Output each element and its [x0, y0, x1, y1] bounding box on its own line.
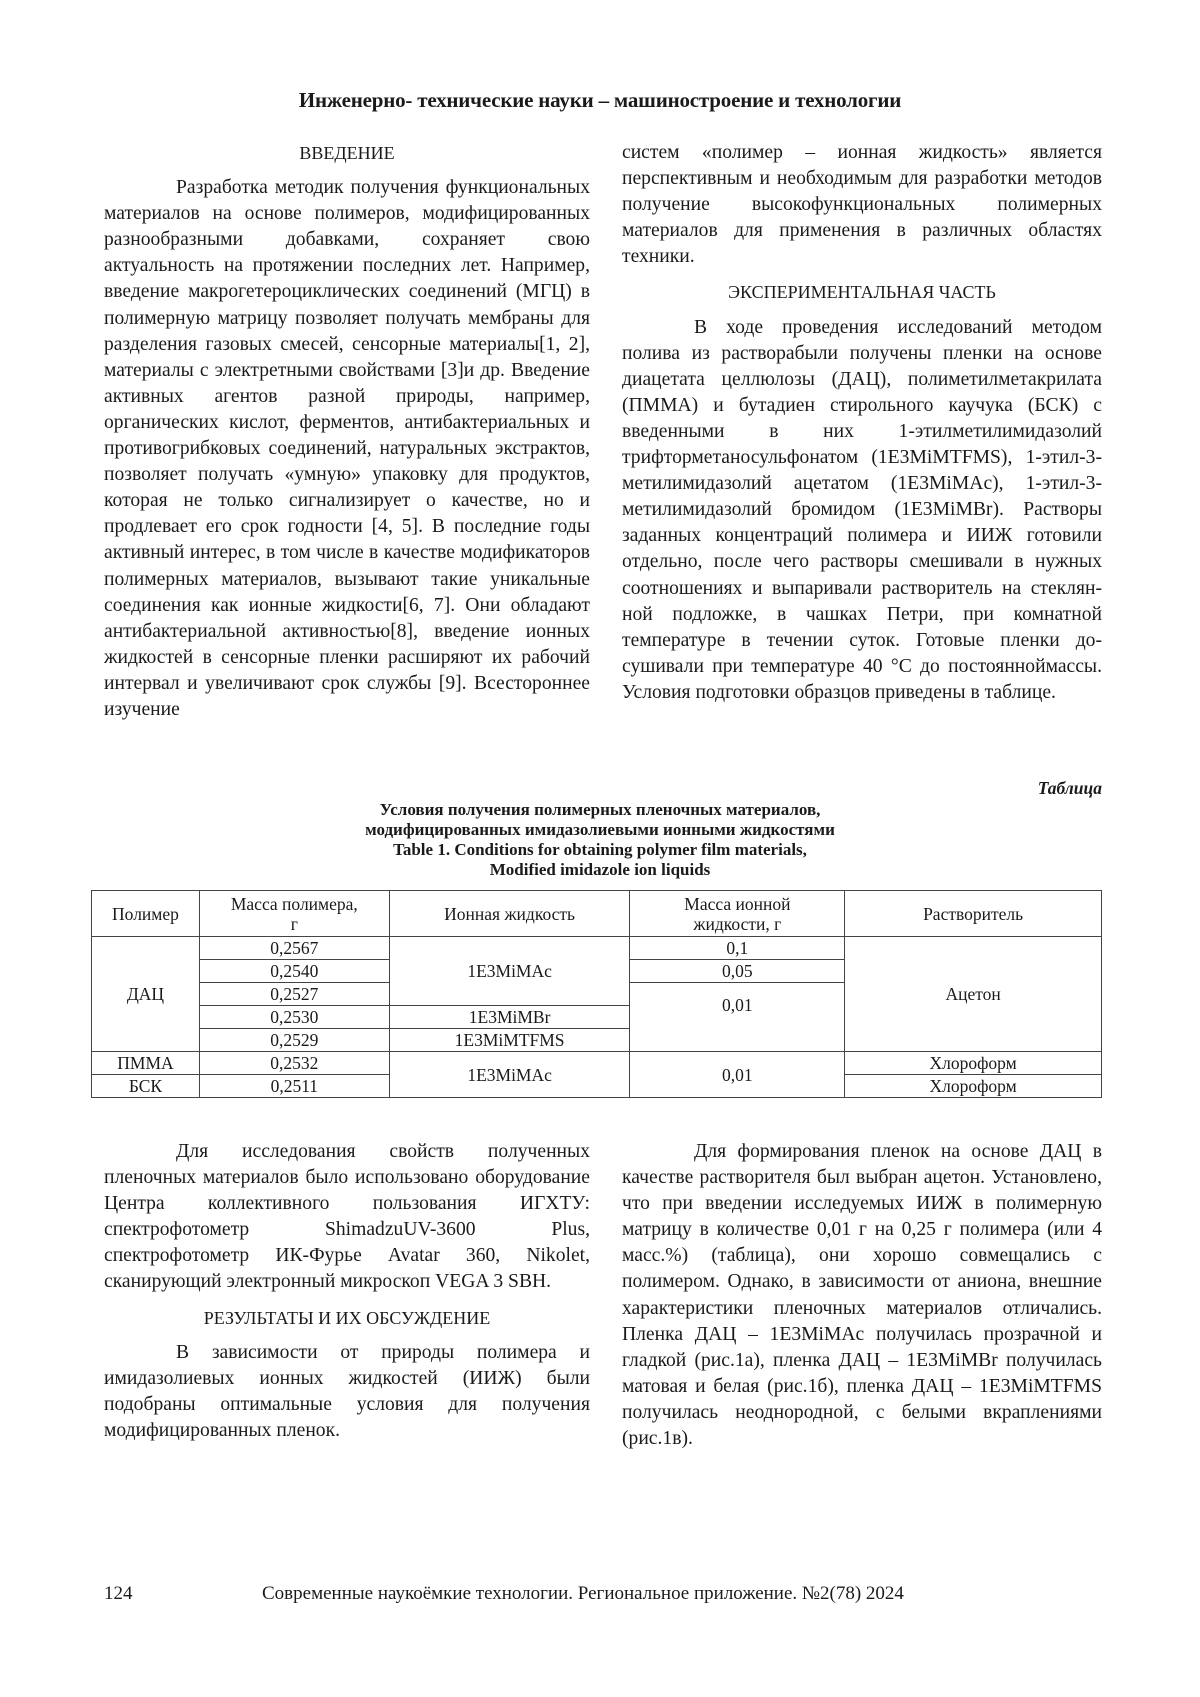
cell-mass: 0,2540	[199, 960, 389, 983]
cell-mass: 0,2567	[199, 937, 389, 960]
header-solvent: Растворитель	[845, 891, 1102, 937]
column-right-bottom	[622, 1139, 1102, 1452]
header-il-mass: Масса ионной жидкости, г	[630, 891, 845, 937]
conditions-table	[91, 890, 1102, 1098]
section-heading-experimental: ЭКСПЕРИМЕНТАЛЬНАЯ ЧАСТЬ	[728, 282, 996, 303]
running-head: Инженерно- технические науки – машиностроение и технологии	[298, 88, 902, 112]
cell-mass: 0,2511	[199, 1075, 389, 1098]
cell-il-pmma-bsk: 1E3MiMAc	[389, 1052, 630, 1098]
table-row	[92, 1052, 1102, 1075]
cell-solvent-bsk: Хлороформ	[845, 1075, 1102, 1098]
table-title-en-line2: Modified imidazole ion liquids	[489, 860, 711, 879]
header-ionic-liquid: Ионная жидкость	[389, 891, 630, 937]
column-right-top	[622, 140, 1102, 706]
table-header-row	[92, 891, 1102, 937]
page-number: 124	[104, 1583, 133, 1604]
cell-polymer-bsk: БСК	[92, 1075, 200, 1098]
table-title-en-line1: Table 1. Conditions for obtaining polymer film materials,	[393, 840, 807, 859]
intro-paragraph-left: Разработка методик получения функциональных материалов на основе полимеров, модифицированных разнообразными добавками, сохраняет свою актуальность на протяжении последних лет. Например, введение макрогетероциклических соединений (МГЦ) в полимерную матрицу позволяет получать мембраны для разделения газовых смесей, сенсорные материалы[1, 2], материалы с электретными свойствами [3]и др. Введение активных агентов разной природы, например, органических кислот, ферментов, антибактериальных и противогрибковых соединений, натуральных экстрактов, позволяет получать «умную» упаковку для продуктов, которая не только сигнализирует о качестве, но и продлевает его срок годности [4, 5]. В последние годы активный интерес, в том числе в качестве модификаторов полимерных материалов, вызывают такие уникальные соединения как ионные жидкости[6, 7]. Они обладают антибактериальной активностью[8], введение ионных жидкостей в сенсорные пленки расширяют их рабочий интервал и увеличивают срок службы [9]. Всестороннее изучение	[104, 177, 590, 720]
cell-mass: 0,2530	[199, 1006, 389, 1029]
header-polymer: Полимер	[92, 891, 200, 937]
cell-il-mass: 0,01	[630, 983, 845, 1052]
cell-mass: 0,2527	[199, 983, 389, 1006]
experimental-paragraph: В ходе проведения исследований методом полива из растворабыли получены пленки на основе диацетата целлюлозы (ДАЦ), полиметилметакрилата (ПММА) и бутадиен стирольного каучука (БСК) с введенными в них 1-этилметилимидазолий трифторметаносульфонатом (1E3MiMTFMS), 1-этил-3-метилимидазолий ацетатом (1E3MiMAc), 1-этил-3-метилимидазолий бромидом (1E3MiMBr). Растворы заданных концентраций полимера и ИИЖ готовили отдельно, после чего растворы смешивали в нужных соотношениях и выпаривали растворитель на стеклянной подложке, в чашках Петри, при комнатной температуре в течении суток. Готовые пленки досушивали при температуре 40 °С до постоянноймассы. Условия подготовки образцов приведены в таблице.	[622, 316, 1102, 703]
cell-il-dac-tfms: 1E3MiMTFMS	[389, 1029, 630, 1052]
table-title-ru-line1: Условия получения полимерных пленочных материалов,	[379, 800, 821, 819]
cell-il-dac-ac: 1E3MiMAc	[389, 937, 630, 1006]
cell-il-mass: 0,01	[630, 1052, 845, 1098]
header-polymer-mass: Масса полимера, г	[199, 891, 389, 937]
cell-il-mass: 0,1	[630, 937, 845, 960]
intro-paragraph-right: систем «полимер – ионная жидкость» является перспективным и необходимым для разработки методов получение высокофункциональных полимерных материалов для применения в различных областях техники.	[622, 142, 1102, 268]
cell-mass: 0,2532	[199, 1052, 389, 1075]
section-heading-intro: ВВЕДЕНИЕ	[299, 143, 395, 163]
cell-mass: 0,2529	[199, 1029, 389, 1052]
journal-citation: Современные наукоёмкие технологии. Региональное приложение. №2(78) 2024	[262, 1583, 904, 1604]
cell-solvent-acetone: Ацетон	[845, 937, 1102, 1052]
column-left-top	[104, 140, 590, 723]
cell-il-dac-br: 1E3MiMBr	[389, 1006, 630, 1029]
cell-solvent-pmma: Хлороформ	[845, 1052, 1102, 1075]
table-title-ru-line2: модифицированных имидазолиевыми ионными жидкостями	[365, 820, 835, 839]
cell-polymer-dac: ДАЦ	[92, 937, 200, 1052]
section-heading-results: РЕЗУЛЬТАТЫ И ИХ ОБСУЖДЕНИЕ	[203, 1307, 491, 1328]
table-title	[0, 800, 1200, 880]
equipment-paragraph: Для исследования свойств полученных пленочных материалов было использовано оборудование Центра коллективного пользования ИГХТУ: спектрофотометр ShimadzuUV-3600 Plus, спектрофотометр ИК-Фурье Avatar 360, Nikolet, сканирующий электронный микроскоп VEGA 3 SBH.	[104, 1141, 590, 1293]
column-left-bottom	[104, 1139, 590, 1444]
table-label: Таблица	[1037, 778, 1102, 798]
results-paragraph-right: Для формирования пленок на основе ДАЦ в качестве растворителя был выбран ацетон. Установлено, что при введении исследуемых ИИЖ в полимерную матрицу в количестве 0,01 г на 0,25 г полимера (или 4 масс.%) (таблица), они хорошо совмещались с полимером. Однако, в зависимости от аниона, внешние характеристики пленочных материалов отличались. Пленка ДАЦ – 1E3MiMAc получилась прозрачной и гладкой (рис.1а), пленка ДАЦ – 1E3MiMBr получилась матовая и белая (рис.1б), пленка ДАЦ – 1E3MiMTFMS получилась неоднородной, с белыми вкраплениями (рис.1в).	[622, 1141, 1102, 1450]
results-paragraph-left: В зависимости от природы полимера и имидазолиевых ионных жидкостей (ИИЖ) были подобраны оптимальные условия для получения модифицированных пленок.	[104, 1341, 590, 1441]
cell-polymer-pmma: ПММА	[92, 1052, 200, 1075]
table-row	[92, 937, 1102, 960]
cell-il-mass: 0,05	[630, 960, 845, 983]
